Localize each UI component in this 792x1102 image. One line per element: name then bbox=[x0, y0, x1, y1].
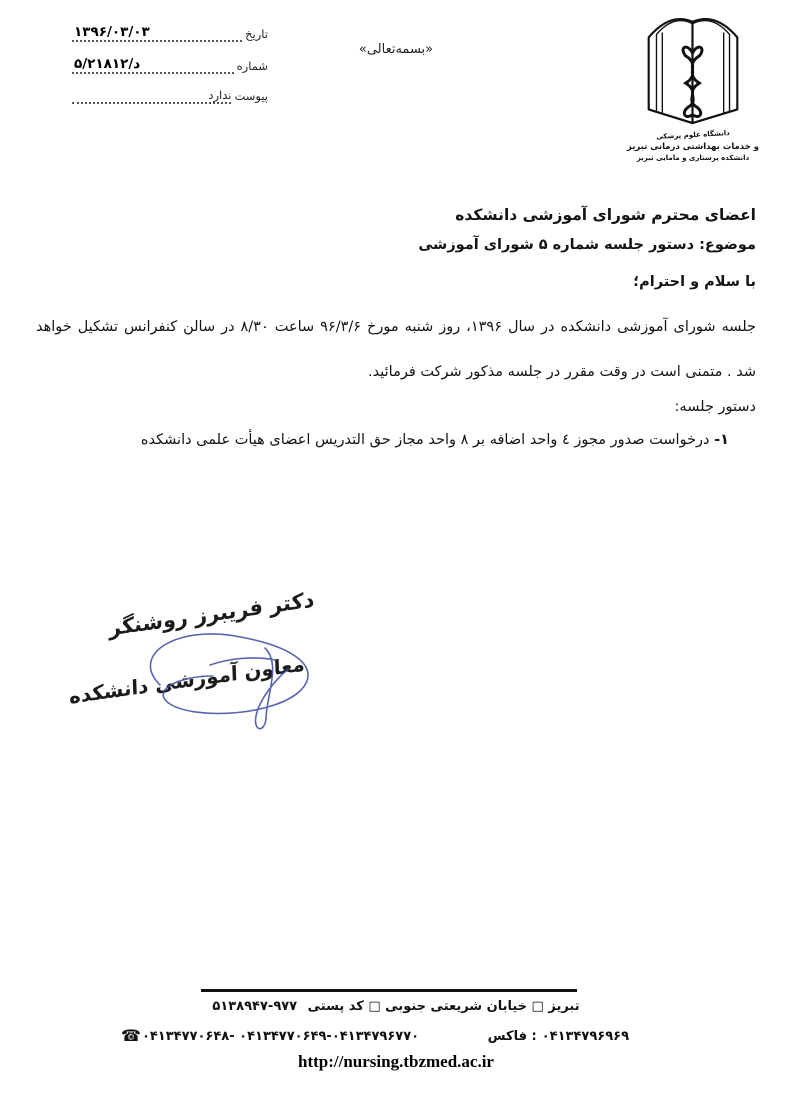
postal-code: ۵۱۳۸۹۴۷-۹۷۷ bbox=[212, 999, 298, 1014]
recipient-heading: اعضای محترم شورای آموزشی دانشکده bbox=[455, 206, 756, 224]
footer-phone-line bbox=[121, 1028, 629, 1044]
logo-caption-line3: دانشکده پرستاری و مامایی تبریز bbox=[636, 154, 750, 163]
signer-title: معاون آموزشی دانشکده bbox=[68, 651, 306, 709]
salutation-line: با سلام و احترام؛ bbox=[633, 274, 756, 290]
body-paragraph: جلسه شورای آموزشی دانشکده در سال ۱۳۹۶، روز شنبه مورخ ۹۶/۳/۶ ساعت ۸/۳۰ در سالن کنفرانس تشکیل خواهد شد . متمنی است در وقت مقرر در جلسه مذکور شرکت فرمائید. bbox=[36, 318, 756, 381]
fax-cell bbox=[488, 1029, 629, 1044]
agenda-item-1 bbox=[36, 432, 756, 448]
website-url: http://nursing.tbzmed.ac.ir bbox=[298, 1052, 494, 1071]
logo-caption bbox=[618, 130, 768, 164]
agenda-item-text: درخواست صدور مجوز ٤ واحد اضافه بر ۸ واحد مجاز حق التدریس اعضای هیأت علمی دانشکده bbox=[140, 431, 710, 448]
address-text: تبریز □ خیابان شریعتی جنوبی □ کد پستی bbox=[307, 999, 580, 1014]
logo-caption-line1: دانشگاه علوم پزشکی bbox=[655, 129, 730, 141]
signature-ink-icon bbox=[115, 610, 355, 735]
phone-numbers-cell bbox=[121, 1028, 419, 1044]
signer-name: دکتر فریبرز روشنگر bbox=[108, 587, 315, 641]
date-label: تاریخ bbox=[245, 27, 268, 41]
footer-address-line bbox=[0, 999, 792, 1014]
signature-block bbox=[60, 587, 360, 742]
agenda-item-number: ۱- bbox=[714, 431, 729, 448]
fax-number: ۰۴۱۳۴۷۹۶۹۶۹ bbox=[541, 1028, 629, 1044]
attachment-label: پیوست bbox=[234, 89, 268, 103]
university-logo bbox=[618, 8, 768, 164]
logo-caption-line2: و خدمات بهداشتی درمانی تبریز bbox=[626, 141, 760, 152]
meta-date-row bbox=[72, 24, 268, 42]
fax-label: فاکس : bbox=[487, 1028, 537, 1044]
open-book-dna-icon bbox=[637, 8, 749, 130]
number-leader bbox=[72, 56, 234, 74]
bismillah-text: «بسمه‌تعالی» bbox=[358, 42, 434, 57]
phone-numbers: ۰۴۱۳۴۷۷۰۶۴۸- ۰۴۱۳۴۷۷۰۶۴۹-۰۴۱۳۴۷۹۶۷۷۰ bbox=[141, 1028, 420, 1044]
letterhead-meta bbox=[72, 24, 268, 118]
letter-content bbox=[36, 206, 756, 448]
footer-divider bbox=[201, 989, 577, 992]
meta-number-row bbox=[72, 56, 268, 74]
subject-line: موضوع: دستور جلسه شماره ۵ شورای آموزشی bbox=[418, 237, 756, 253]
date-value: ۱۳۹۶/۰۳/۰۳ bbox=[74, 24, 150, 40]
date-leader bbox=[72, 24, 242, 42]
number-label: شماره bbox=[236, 59, 268, 73]
meta-attachment-row bbox=[72, 88, 268, 104]
number-value: ۵/د/۲۱۸۱۲ bbox=[74, 56, 141, 72]
telephone-icon: ☎ bbox=[121, 1026, 141, 1045]
attachment-value: ندارد bbox=[208, 88, 232, 102]
attachment-leader bbox=[72, 88, 231, 104]
agenda-heading: دستور جلسه: bbox=[674, 398, 756, 415]
